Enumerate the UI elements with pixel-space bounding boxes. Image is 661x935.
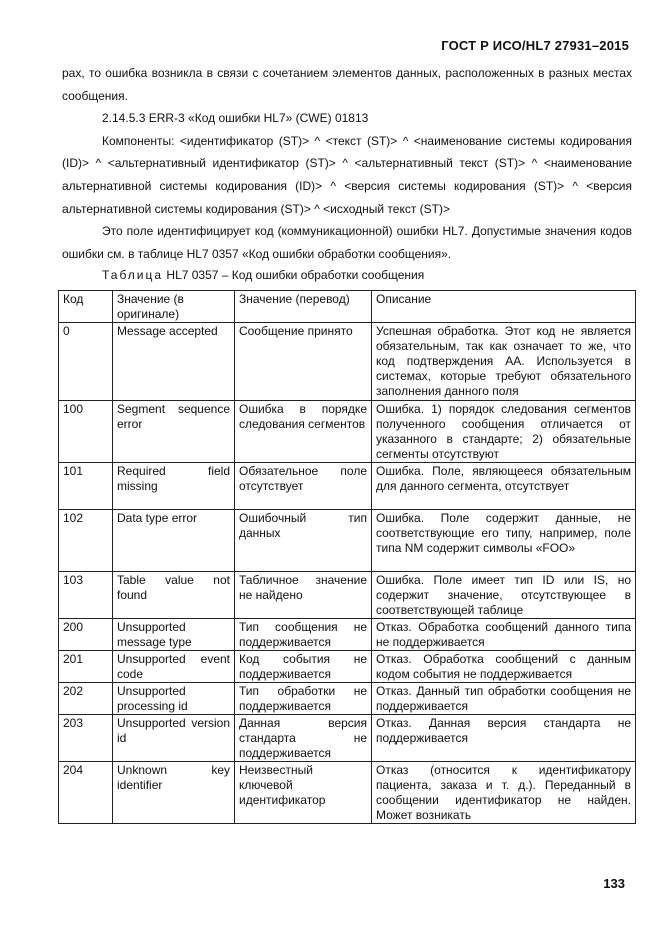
table-row: [59, 510, 636, 572]
cell-code: 102: [59, 510, 113, 572]
cell-description: Отказ. Обработка сообщений с данным кодом события не поддерживается: [372, 651, 636, 683]
table-row: [59, 572, 636, 619]
cell-code: 103: [59, 572, 113, 619]
table-row: [59, 323, 636, 401]
cell-original: Message accepted: [113, 323, 235, 401]
cell-translation: Обязательное поле отсутствует: [235, 463, 372, 510]
cell-code: 202: [59, 683, 113, 715]
cell-description: Отказ. Данный тип обработки сообщения не поддерживается: [372, 683, 636, 715]
document-header: ГОСТ Р ИСО/HL7 27931–2015: [441, 38, 629, 53]
cell-translation: Сообщение принято: [235, 323, 372, 401]
cell-translation: Ошибка в порядке следования сегментов: [235, 401, 372, 463]
cell-translation: Данная версия стандарта не поддерживается: [235, 715, 372, 762]
header-code: Код: [59, 291, 113, 323]
cell-original: Unsupported version id: [113, 715, 235, 762]
cell-description: Ошибка. Поле, являющееся обязательным для данного сегмента, отсутствует: [372, 463, 636, 510]
cell-original: Data type error: [113, 510, 235, 572]
error-code-table: [58, 290, 636, 824]
cell-description: Успешная обработка. Этот код не является обязательным, так как означает то же, что код подтверждения AA. Используется в системах, которые требуют обязательного заполнения данного поля: [372, 323, 636, 401]
cell-description: Ошибка. Поле содержит данные, не соответствующие его типу, например, поле типа NM содержит символы «FOO»: [372, 510, 636, 572]
cell-code: 101: [59, 463, 113, 510]
cell-description: Отказ. Обработка сообщений данного типа не поддерживается: [372, 619, 636, 651]
cell-original: Unsupported event code: [113, 651, 235, 683]
header-translation: Значение (перевод): [235, 291, 372, 323]
table-caption-text: HL7 0357 – Код ошибки обработки сообщения: [166, 268, 425, 282]
table-row: [59, 762, 636, 824]
cell-original: Table value not found: [113, 572, 235, 619]
cell-translation: Тип сообщения не поддерживается: [235, 619, 372, 651]
cell-description: Ошибка. 1) порядок следования сегментов полученного сообщения отличается от указанного в стандарте; 2) обязательные сегменты отсутствуют: [372, 401, 636, 463]
cell-code: 203: [59, 715, 113, 762]
table-row: [59, 651, 636, 683]
cell-original: Required field missing: [113, 463, 235, 510]
cell-description: Отказ. Данная версия стандарта не поддерживается: [372, 715, 636, 762]
cell-code: 201: [59, 651, 113, 683]
section-heading: 2.14.5.3 ERR-3 «Код ошибки HL7» (CWE) 01813: [102, 111, 369, 126]
cell-description: Ошибка. Поле имеет тип ID или IS, но содержит значение, отсутствующее в соответствующей таблице: [372, 572, 636, 619]
table-header-row: [59, 291, 636, 323]
components-paragraph: Компоненты: <идентификатор (ST)> ^ <текст (ST)> ^ <наименование системы кодирования (ID)> ^ <альтернативный идентификатор (ST)> ^ <альтернативный текст (ST)> ^ <наименование альтернативной системы кодирования (ID)> ^ <версия системы кодирования (ST)> ^ <версия альтернативной системы кодирования (ST)> ^ <исходный текст (ST)>: [62, 133, 632, 216]
cell-translation: Код события не поддерживается: [235, 651, 372, 683]
cell-code: 204: [59, 762, 113, 824]
cell-code: 100: [59, 401, 113, 463]
table-row: [59, 683, 636, 715]
cell-original: Unsupported message type: [113, 619, 235, 651]
header-description: Описание: [372, 291, 636, 323]
header-original: Значение (в оригинале): [113, 291, 235, 323]
cell-description: Отказ (относится к идентификатору пациента, заказа и т. д.). Переданный в сообщении идентификатор не найден. Может возникать: [372, 762, 636, 824]
body-text: [62, 62, 632, 265]
cell-translation: Неизвестный ключевой идентификатор: [235, 762, 372, 824]
cell-code: 200: [59, 619, 113, 651]
table-row: [59, 619, 636, 651]
table-caption-label: Таблица: [102, 268, 164, 282]
cell-code: 0: [59, 323, 113, 401]
table-row: [59, 463, 636, 510]
cell-translation: Тип обработки не поддерживается: [235, 683, 372, 715]
field-description-paragraph: Это поле идентифицирует код (коммуникационной) ошибки HL7. Допустимые значения кодов ошибки см. в таблице HL7 0357 «Код ошибки обработки сообщения».: [62, 224, 632, 261]
cell-original: Segment sequence error: [113, 401, 235, 463]
table-caption: [102, 268, 424, 282]
cell-original: Unsupported processing id: [113, 683, 235, 715]
cell-translation: Ошибочный тип данных: [235, 510, 372, 572]
table-row: [59, 401, 636, 463]
page-number: 133: [603, 876, 625, 891]
paragraph-continuation: рах, то ошибка возникла в связи с сочетанием элементов данных, расположенных в разных местах сообщения.: [62, 66, 632, 103]
cell-original: Unknown key identifier: [113, 762, 235, 824]
table-row: [59, 715, 636, 762]
cell-translation: Табличное значение не найдено: [235, 572, 372, 619]
